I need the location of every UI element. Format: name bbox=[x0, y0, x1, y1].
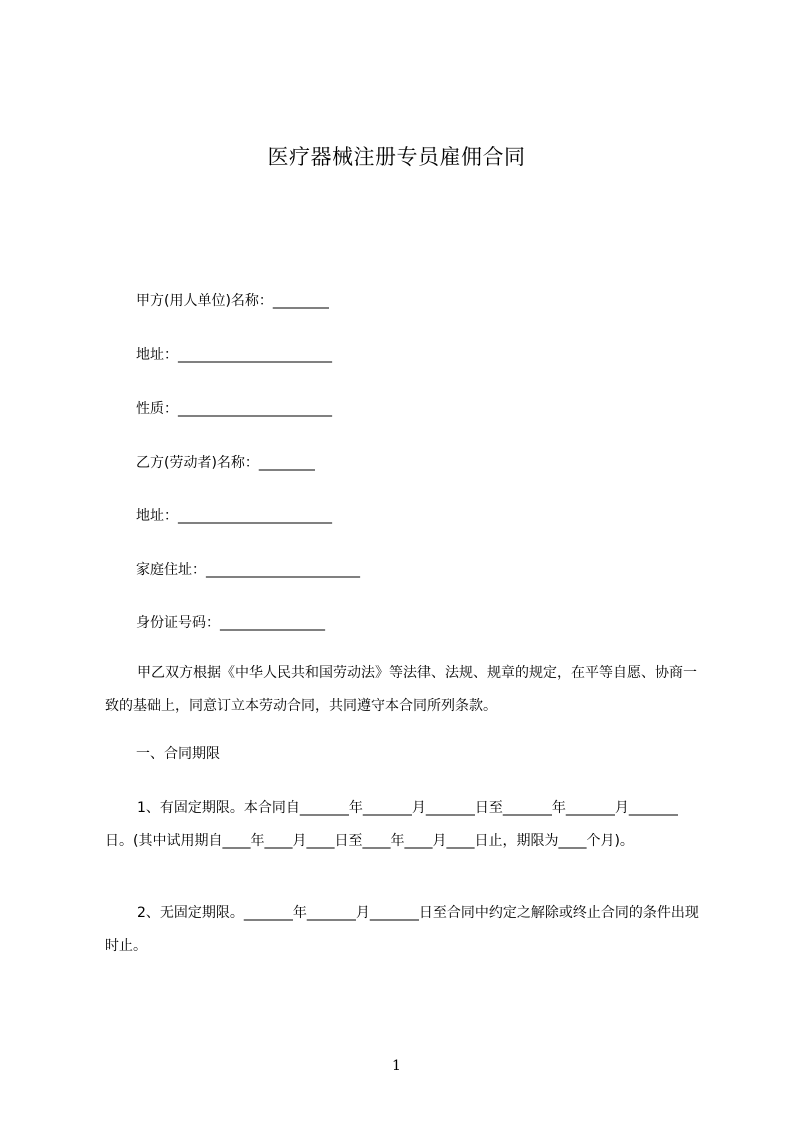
page-number: 1 bbox=[392, 1058, 401, 1074]
home-address-field: 家庭住址：______________________ bbox=[136, 562, 360, 578]
party-a-name-field: 甲方(用人单位)名称：________ bbox=[136, 293, 329, 309]
preamble-paragraph bbox=[105, 657, 700, 723]
party-a-nature-field: 性质：______________________ bbox=[136, 401, 332, 417]
clause-1-paragraph bbox=[105, 792, 700, 858]
page-title: 医疗器械注册专员雇佣合同 bbox=[267, 145, 526, 169]
clause-1-text: 1、有固定期限。本合同自_______年_______月_______日至_______年_______月_______日。(其中试用期自____年____月____日至____年____月____日止，期限为____个月)。 bbox=[105, 800, 678, 849]
clause-2-paragraph bbox=[105, 897, 700, 963]
preamble-text: 甲乙双方根据《中华人民共和国劳动法》等法律、法规、规章的规定，在平等自愿、协商一致的基础上，同意订立本劳动合同，共同遵守本合同所列条款。 bbox=[105, 665, 697, 714]
party-a-address-field: 地址：______________________ bbox=[136, 347, 332, 363]
id-number-field: 身份证号码：_______________ bbox=[136, 615, 325, 631]
section-1-heading: 一、合同期限 bbox=[136, 746, 220, 762]
clause-2-text: 2、无固定期限。_______年_______月_______日至合同中约定之解除或终止合同的条件出现时止。 bbox=[105, 905, 699, 954]
party-b-address-field: 地址：______________________ bbox=[136, 508, 332, 524]
party-b-name-field: 乙方(劳动者)名称：________ bbox=[136, 455, 315, 471]
